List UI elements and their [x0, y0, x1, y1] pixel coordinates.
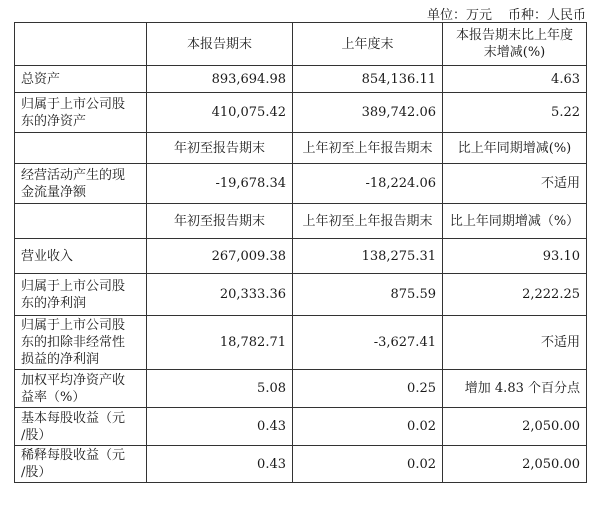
value-cell: 875.59: [293, 274, 443, 316]
row-label-line1: 归属于上市公司股: [21, 278, 126, 294]
row-label: [15, 370, 147, 408]
unit-currency-line: [427, 4, 586, 23]
value-cell: 0.02: [293, 446, 443, 483]
value-cell: -18,224.06: [293, 164, 443, 204]
row-label: [15, 446, 147, 483]
value-cell: 4.63: [443, 66, 587, 93]
header-ytd: 年初至报告期末: [147, 133, 293, 164]
header-row-balance: [15, 23, 587, 66]
header-empty-cell: [15, 133, 147, 164]
table-row-weighted-roe: [15, 370, 587, 408]
row-label-line2: 金流量净额: [21, 184, 87, 200]
header-prior-ytd: 上年初至上年报告期末: [293, 133, 443, 164]
value-cell: 0.43: [147, 408, 293, 446]
row-label-line1: 加权平均净资产收: [21, 372, 126, 388]
header-empty-cell: [15, 23, 147, 66]
value-cell: 18,782.71: [147, 316, 293, 370]
row-label-line1: 归属于上市公司股: [21, 96, 126, 112]
row-label-line2: /股）: [21, 465, 52, 480]
value-cell: 0.02: [293, 408, 443, 446]
row-label: [15, 408, 147, 446]
header-prior-ytd: 上年初至上年报告期末: [293, 204, 443, 239]
value-cell: 不适用: [443, 164, 587, 204]
header-change-line1: 本报告期末比上年度: [455, 28, 573, 43]
value-cell: 0.25: [293, 370, 443, 408]
table-row-net-profit: [15, 274, 587, 316]
table-row-net-assets: [15, 93, 587, 133]
row-label-line1: 基本每股收益（元: [21, 410, 126, 426]
value-cell: 0.43: [147, 446, 293, 483]
header-row-income: [15, 204, 587, 239]
value-cell: 267,009.38: [147, 239, 293, 274]
table-row-net-profit-excl-nonrecurring: [15, 316, 587, 370]
row-label-line1: 总资产: [21, 71, 61, 87]
row-label-line1: 归属于上市公司股: [21, 318, 126, 333]
currency-label: 币种：人民币: [507, 8, 586, 23]
value-cell: 不适用: [443, 316, 587, 370]
financial-data-table: [14, 22, 587, 483]
header-prior-year-end: 上年度末: [293, 23, 443, 66]
row-label-line1: 营业收入: [21, 248, 74, 264]
value-cell: -19,678.34: [147, 164, 293, 204]
value-cell: 5.08: [147, 370, 293, 408]
value-cell: 2,050.00: [443, 408, 587, 446]
row-label: [15, 66, 147, 93]
header-yoy-change: 比上年同期增减(%): [443, 133, 587, 164]
header-change-line2: 末增减(%): [483, 45, 546, 60]
value-cell: 20,333.36: [147, 274, 293, 316]
row-label: [15, 239, 147, 274]
value-cell: 增加 4.83 个百分点: [443, 370, 587, 408]
table-row-diluted-eps: [15, 446, 587, 483]
row-label: [15, 274, 147, 316]
value-cell: 854,136.11: [293, 66, 443, 93]
table-row-total-assets: [15, 66, 587, 93]
row-label-line2: 益率（%）: [21, 389, 86, 405]
value-cell: 2,050.00: [443, 446, 587, 483]
row-label-line1: 经营活动产生的现: [21, 167, 126, 183]
row-label-line2: 东的扣除非经常性: [21, 335, 126, 350]
header-current-period-end: 本报告期末: [147, 23, 293, 66]
unit-label: 单位：万元: [426, 8, 492, 23]
row-label: [15, 93, 147, 133]
table-row-basic-eps: [15, 408, 587, 446]
value-cell: -3,627.41: [293, 316, 443, 370]
header-ytd: 年初至报告期末: [147, 204, 293, 239]
value-cell: 2,222.25: [443, 274, 587, 316]
row-label: [15, 316, 147, 370]
value-cell: 893,694.98: [147, 66, 293, 93]
row-label-line3: 损益的净利润: [21, 352, 100, 367]
value-cell: 93.10: [443, 239, 587, 274]
header-yoy-change: 比上年同期增减（%）: [443, 204, 587, 239]
row-label-line2: /股）: [21, 427, 52, 443]
value-cell: 389,742.06: [293, 93, 443, 133]
table-row-revenue: [15, 239, 587, 274]
row-label-line2: 东的净资产: [21, 113, 87, 129]
value-cell: 5.22: [443, 93, 587, 133]
value-cell: 138,275.31: [293, 239, 443, 274]
header-empty-cell: [15, 204, 147, 239]
header-row-cashflow: [15, 133, 587, 164]
table-row-operating-cashflow: [15, 164, 587, 204]
row-label-line2: 东的净利润: [21, 295, 87, 311]
row-label-line1: 稀释每股收益（元: [21, 448, 126, 463]
value-cell: 410,075.42: [147, 93, 293, 133]
row-label: [15, 164, 147, 204]
header-change-vs-prior-year-end: [443, 23, 587, 66]
